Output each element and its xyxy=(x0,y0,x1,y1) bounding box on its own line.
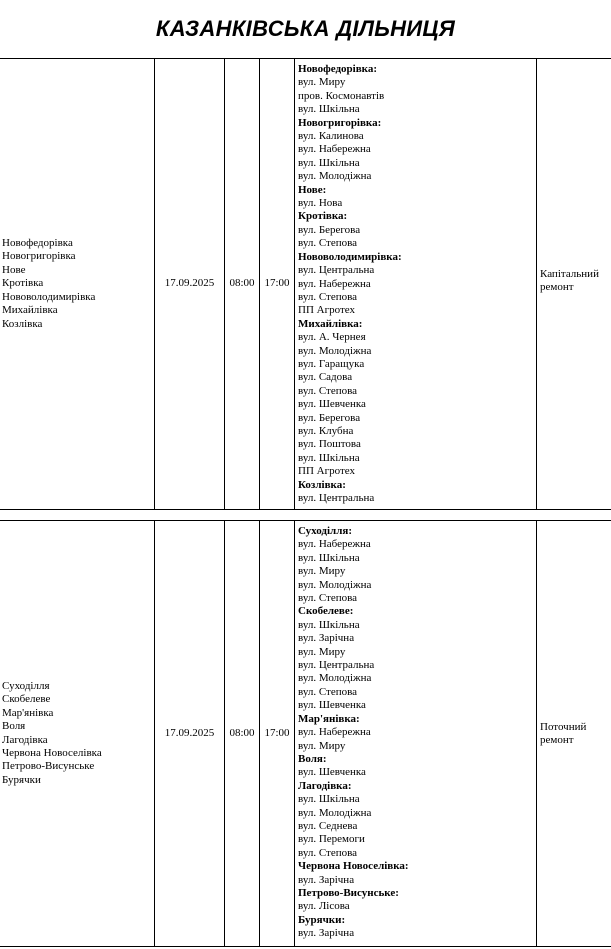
settlement-heading: Новофедорівка: xyxy=(298,63,378,75)
settlement-heading: Мар'янівка: xyxy=(298,712,360,725)
date-value: 17.09.2025 xyxy=(164,277,215,290)
village-item: Воля xyxy=(2,720,26,733)
start-time-cell xyxy=(225,521,260,946)
village-item: Бурячки xyxy=(2,773,41,786)
street-item: вул. Гаращука xyxy=(298,357,365,370)
village-item: Петрово-Висунське xyxy=(2,760,95,773)
street-item: вул. Центральна xyxy=(298,492,375,504)
street-item: ПП Агротех xyxy=(298,465,355,478)
settlement-heading: Лагодівка: xyxy=(298,779,352,792)
settlement-heading: Кротівка: xyxy=(298,210,348,223)
street-item: вул. Поштова xyxy=(298,438,361,451)
date-cell xyxy=(155,521,225,946)
street-item: вул. Шевченка xyxy=(298,398,366,411)
village-item: Новогригорівка xyxy=(2,250,76,263)
settlement-heading: Воля: xyxy=(298,752,327,765)
street-item: вул. Набережна xyxy=(298,726,371,739)
street-item: вул. Берегова xyxy=(298,223,361,236)
date-cell xyxy=(155,59,225,509)
outage-row xyxy=(0,58,611,510)
street-item: вул. Садова xyxy=(298,371,353,384)
village-item: Лагодівка xyxy=(2,733,48,746)
street-item: вул. Степова xyxy=(298,846,358,859)
village-item: Червона Новоселівка xyxy=(2,746,102,759)
end-time-value: 17:00 xyxy=(264,726,290,739)
street-item: вул. Центральна xyxy=(298,264,375,277)
start-time-value: 08:00 xyxy=(229,277,255,290)
village-item: Козлівка xyxy=(2,317,43,330)
street-item: вул. Степова xyxy=(298,237,358,250)
village-item: Мар'янівка xyxy=(2,706,54,719)
settlement-heading: Нововолодимирівка: xyxy=(298,250,402,263)
reason-value: Капітальний ремонт xyxy=(540,268,599,294)
settlement-heading: Нове: xyxy=(298,183,327,196)
streets-cell xyxy=(295,59,537,509)
end-time-value: 17:00 xyxy=(264,277,290,290)
village-item: Нововолодимирівка xyxy=(2,290,96,303)
settlement-heading: Михайлівка: xyxy=(298,317,363,330)
street-item: вул. Набережна xyxy=(298,538,371,551)
street-item: вул. Зарічна xyxy=(298,873,355,886)
street-item: пров. Космонавтів xyxy=(298,89,385,102)
start-time-cell xyxy=(225,59,260,509)
settlement-heading: Петрово-Висунське: xyxy=(298,886,399,899)
street-item: вул. Шкільна xyxy=(298,451,360,464)
settlement-heading: Суходілля: xyxy=(298,525,353,537)
street-item: вул. Клубна xyxy=(298,424,354,437)
street-item: вул. Шкільна xyxy=(298,793,360,806)
street-item: вул. Молодіжна xyxy=(298,672,372,685)
village-item: Скобелеве xyxy=(2,693,51,706)
village-item: Новофедорівка xyxy=(2,237,73,250)
street-item: вул. Шкільна xyxy=(298,156,360,169)
reason-cell xyxy=(537,59,611,509)
date-value: 17.09.2025 xyxy=(164,726,215,739)
street-item: вул. Степова xyxy=(298,685,358,698)
street-item: вул. Молодіжна xyxy=(298,344,372,357)
street-item: вул. Шкільна xyxy=(298,551,360,564)
street-item: вул. Калинова xyxy=(298,130,364,143)
street-item: вул. Миру xyxy=(298,645,346,658)
settlement-heading: Козлівка: xyxy=(298,478,346,491)
village-item: Михайлівка xyxy=(2,304,58,317)
reason-value: Поточний ремонт xyxy=(540,721,587,747)
street-item: вул. Зарічна xyxy=(298,927,355,940)
villages-list xyxy=(2,680,102,787)
villages-cell xyxy=(0,59,155,509)
street-item: вул. Центральна xyxy=(298,659,375,672)
street-item: вул. Молодіжна xyxy=(298,806,372,819)
street-item: вул. Шкільна xyxy=(298,103,360,116)
street-item: вул. Седнева xyxy=(298,819,358,832)
village-item: Кротівка xyxy=(2,277,44,290)
street-item: вул. Миру xyxy=(298,565,346,578)
village-item: Суходілля xyxy=(2,679,50,692)
street-item: вул. Набережна xyxy=(298,277,371,290)
end-time-cell xyxy=(260,59,295,509)
street-item: вул. Молодіжна xyxy=(298,170,372,183)
settlement-heading: Скобелеве: xyxy=(298,605,354,618)
settlement-heading: Бурячки: xyxy=(298,913,346,926)
street-item: вул. Степова xyxy=(298,290,358,303)
street-item: вул. Шевченка xyxy=(298,766,366,779)
street-item: вул. Набережна xyxy=(298,143,371,156)
start-time-value: 08:00 xyxy=(229,726,255,739)
streets-list xyxy=(298,525,409,941)
villages-list xyxy=(2,237,95,331)
villages-cell xyxy=(0,521,155,946)
street-item: вул. Лісова xyxy=(298,900,350,913)
settlement-heading: Червона Новоселівка: xyxy=(298,860,409,873)
streets-cell xyxy=(295,521,537,946)
street-item: вул. Миру xyxy=(298,739,346,752)
street-item: вул. Шкільна xyxy=(298,618,360,631)
end-time-cell xyxy=(260,521,295,946)
street-item: вул. Перемоги xyxy=(298,833,365,846)
street-item: вул. Шевченка xyxy=(298,699,366,712)
reason-cell xyxy=(537,521,611,946)
street-item: вул. Степова xyxy=(298,384,358,397)
settlement-heading: Новогригорівка: xyxy=(298,116,382,129)
street-item: вул. Берегова xyxy=(298,411,361,424)
street-item: вул. А. Чернея xyxy=(298,331,366,344)
street-item: вул. Степова xyxy=(298,592,358,605)
village-item: Нове xyxy=(2,263,26,276)
outage-row xyxy=(0,520,611,947)
street-item: вул. Нова xyxy=(298,197,343,210)
streets-list xyxy=(298,63,402,505)
street-item: вул. Зарічна xyxy=(298,632,355,645)
street-item: вул. Миру xyxy=(298,76,346,89)
street-item: ПП Агротех xyxy=(298,304,355,317)
street-item: вул. Молодіжна xyxy=(298,578,372,591)
page-title: КАЗАНКІВСЬКА ДІЛЬНИЦЯ xyxy=(155,16,456,41)
